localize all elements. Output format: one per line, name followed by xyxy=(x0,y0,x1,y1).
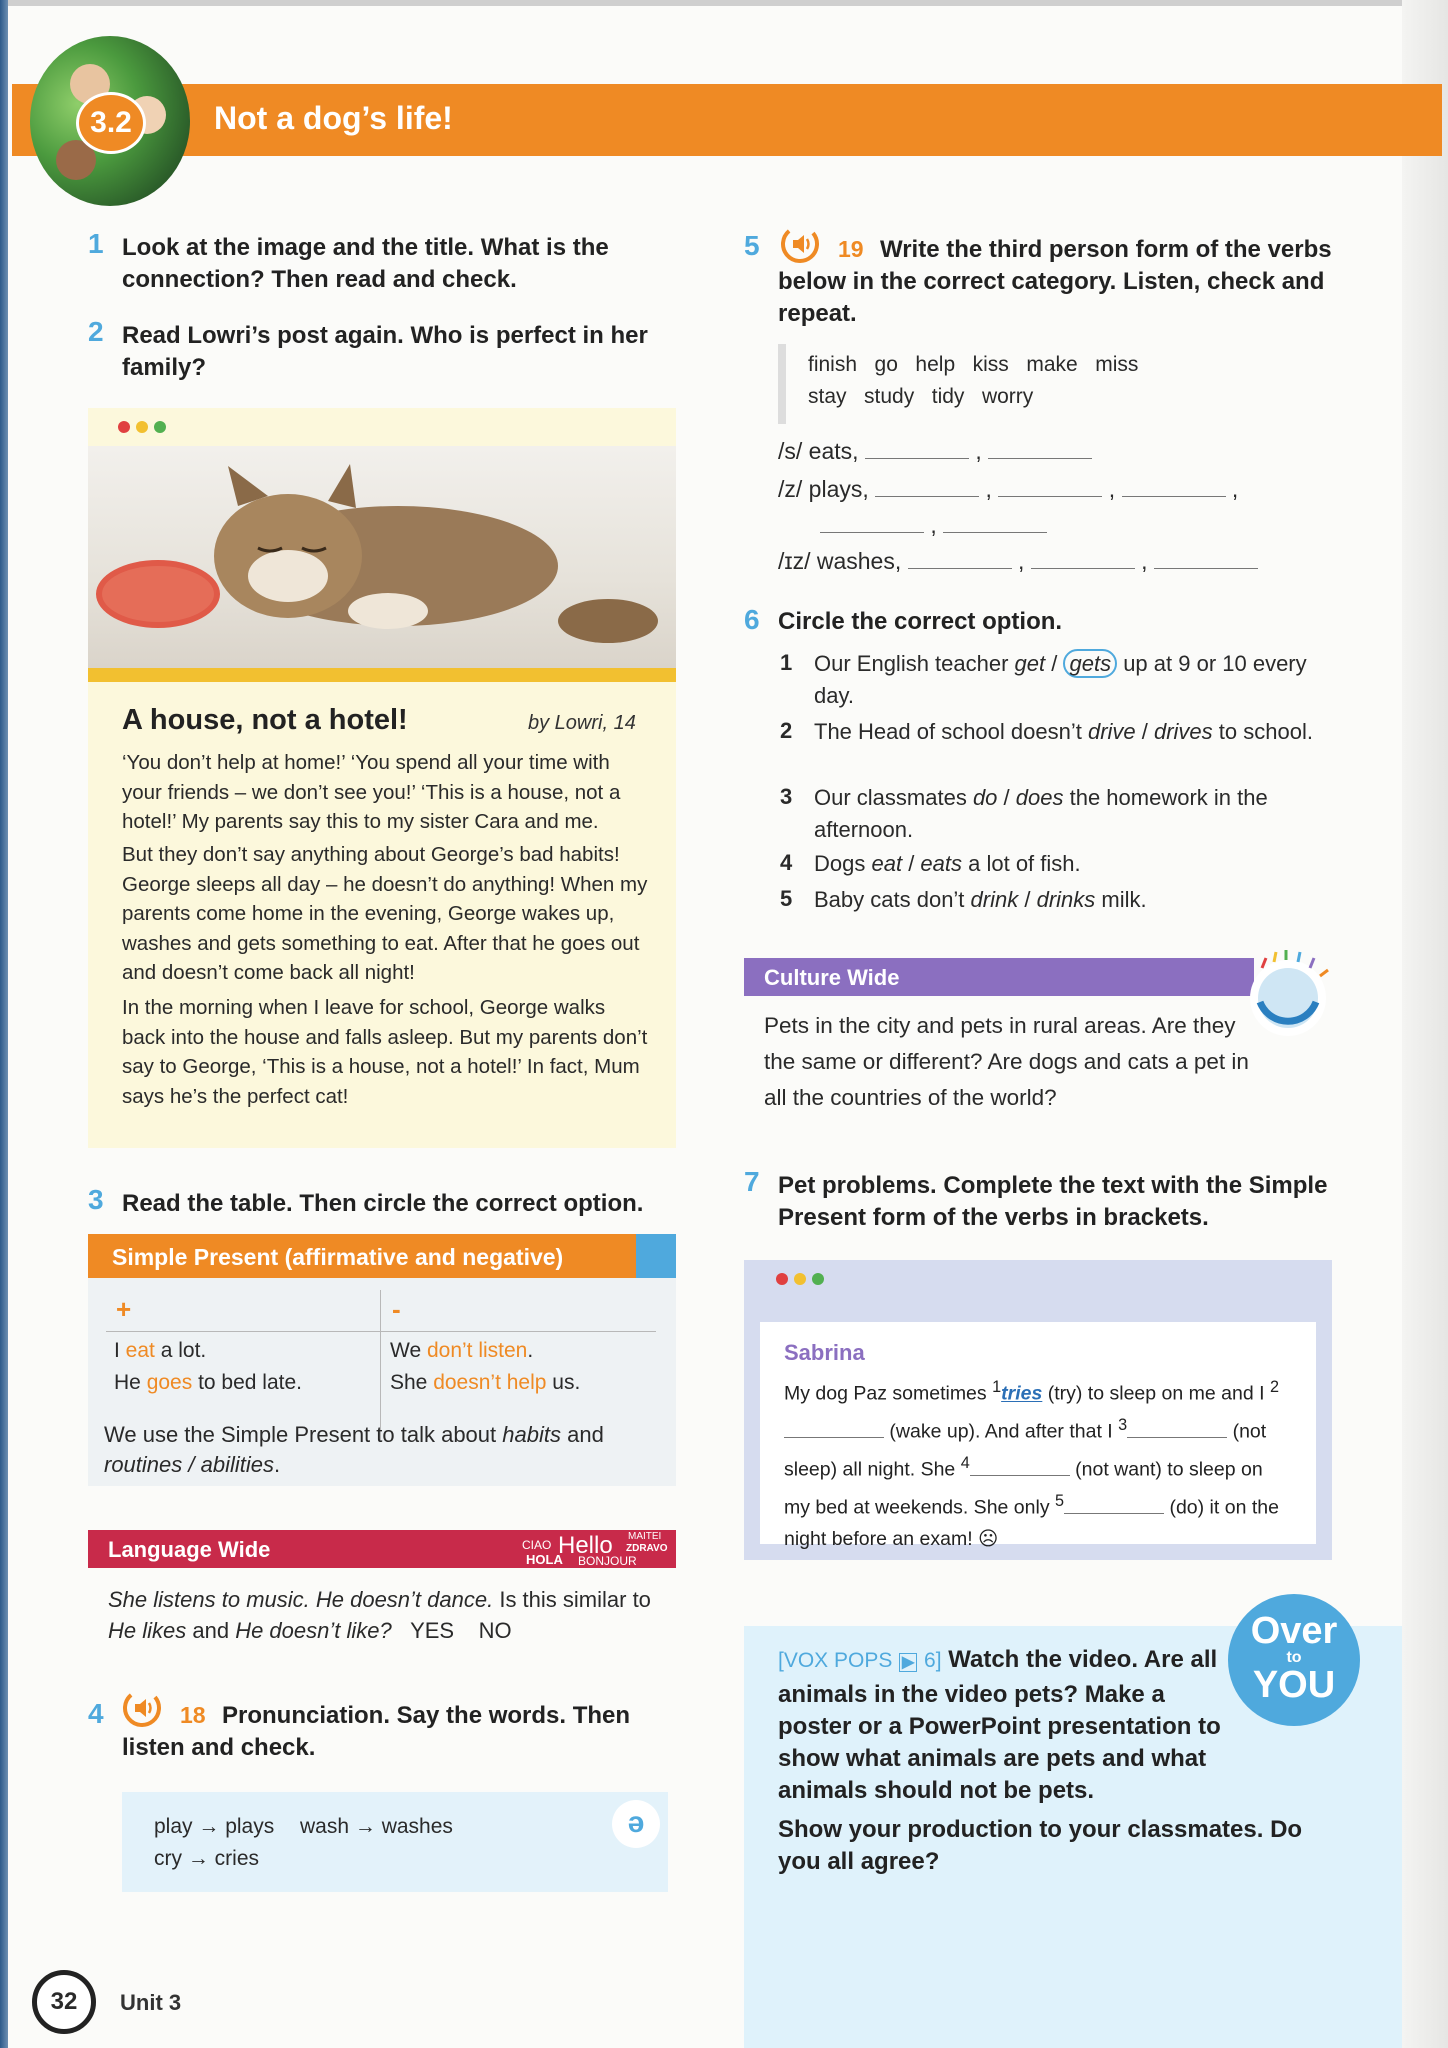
greetings-logo: CIAO Hello MAITEI ZDRAVO HOLA BONJOUR xyxy=(522,1531,668,1568)
word-pair-wash: wash → washes xyxy=(300,1815,453,1838)
ex4-number: 4 xyxy=(88,1698,104,1729)
post-paragraph-2: But they don’t say anything about George’s bad habits! George sleeps all day – he doesn’t do anything! When my parents come home in the evening, George wakes up, washes and gets something to eat. After that he goes out and doesn’t come back all night! xyxy=(122,843,648,984)
item-number: 1 xyxy=(780,650,793,675)
ex6-item-1[interactable]: Our English teacher get / gets up at 9 or 10 every day. xyxy=(814,651,1307,708)
window-dots xyxy=(118,420,172,438)
play-video-icon[interactable]: ▶ xyxy=(899,1653,917,1672)
table-rule xyxy=(106,1331,656,1332)
item-number: 5 xyxy=(780,886,793,911)
unit-number-badge xyxy=(76,92,146,154)
sabrina-text[interactable]: My dog Paz sometimes $^1$tries (try) to sleep on me and I $^2$ (wake up). And after that I $^3$ (not sleep) all night. She $^4$ (not want) to sleep on my bed at weekends. She only $^5$ (do) it on the night before an exam! ☹ xyxy=(784,1378,1279,1550)
page-title: Not a dog’s life! xyxy=(214,100,453,136)
option-get[interactable]: get xyxy=(1014,651,1046,676)
affirmative-example-1: I eat a lot. xyxy=(114,1339,207,1362)
plus-sign: + xyxy=(116,1294,132,1324)
ex7-number: 7 xyxy=(744,1166,760,1197)
pronunciation-box xyxy=(122,1792,668,1892)
no-option[interactable]: NO xyxy=(478,1618,512,1643)
ex3-instruction: Read the table. Then circle the correct option. xyxy=(122,1190,644,1217)
ex5-track-number: 19 xyxy=(838,236,864,262)
ex6-number: 6 xyxy=(744,604,760,635)
ex1-instruction: Look at the image and the title. What is the connection? Then read and check. xyxy=(122,234,609,293)
item-number: 4 xyxy=(780,850,793,875)
grammar-table-header-accent xyxy=(636,1234,676,1278)
ex4-track-number: 18 xyxy=(180,1702,206,1728)
schwa-icon: ə xyxy=(612,1800,660,1848)
window-dots xyxy=(776,1272,830,1290)
ex6-item-2[interactable]: The Head of school doesn’t drive / drives to school. xyxy=(814,719,1313,744)
ex5-instruction: Write the third person form of the verbs below in the correct category. Listen, check and repeat. xyxy=(778,236,1332,327)
over-to-you-task-2: Show your production to your classmates. Do you all agree? xyxy=(778,1816,1303,1875)
vox-pops-label: [VOX POPS xyxy=(778,1649,893,1672)
over-to-you-task: [VOX POPS ▶ 6] Watch the video. Are all animals in the video pets? Make a poster or a PowerPoint presentation to show what animals are pets and what animals should not be pets. xyxy=(778,1646,1221,1804)
page-top-edge xyxy=(0,0,1448,6)
negative-example-2: She doesn’t help us. xyxy=(390,1371,581,1394)
category-z-continued[interactable]: , xyxy=(820,510,1047,540)
post-paragraph-1: ‘You don’t help at home!’ ‘You spend all your time with your friends – we don’t see you!’ ‘This is a house, not a hotel!’ My parents say this to my sister Cara and me. xyxy=(122,751,621,833)
example-answer: tries xyxy=(1001,1382,1043,1405)
over-to-you-badge: Over to YOU xyxy=(1228,1594,1360,1726)
ex1-number: 1 xyxy=(88,228,104,259)
page-number-badge: 32 xyxy=(32,1970,96,2034)
item-number: 2 xyxy=(780,718,793,743)
unit-label: Unit 3 xyxy=(120,1990,182,2015)
culture-wide-question: Pets in the city and pets in rural areas. Are they the same or different? Are dogs and cats a pet in all the countries of the world? xyxy=(764,1013,1249,1110)
table-column-divider xyxy=(380,1290,381,1440)
language-wide-question: She listens to music. He doesn’t dance. Is this similar to He likes and He doesn’t like? YES NO xyxy=(108,1587,651,1643)
category-z[interactable]: /z/ plays, , , , xyxy=(778,476,1239,502)
sabrina-name: Sabrina xyxy=(784,1340,865,1365)
option-gets-circled[interactable]: gets xyxy=(1063,649,1117,678)
page-left-edge xyxy=(0,0,8,2048)
category-s[interactable]: /s/ eats, , xyxy=(778,436,1092,466)
language-wide-title: Language Wide xyxy=(108,1537,271,1562)
post-title: A house, not a hotel! xyxy=(122,704,408,736)
language-wide-box xyxy=(88,1530,676,1656)
negative-example-1: We don’t listen. xyxy=(390,1339,534,1362)
ex7-instruction: Pet problems. Complete the text with the Simple Present form of the verbs in brackets. xyxy=(778,1172,1328,1231)
ex6-item-5[interactable]: Baby cats don’t drink / drinks milk. xyxy=(814,887,1147,912)
page-right-edge xyxy=(1402,0,1448,2048)
sabrina-post xyxy=(744,1260,1332,1560)
minus-sign: - xyxy=(392,1294,401,1324)
ex4-instruction: Pronunciation. Say the words. Then listen and check. xyxy=(122,1702,631,1761)
word-pair-cry: cry → cries xyxy=(154,1847,259,1870)
ex3-number: 3 xyxy=(88,1184,104,1215)
grammar-table-title: Simple Present (affirmative and negative) xyxy=(112,1244,564,1270)
yes-option[interactable]: YES xyxy=(410,1618,455,1643)
sleeping-cat-illustration xyxy=(88,446,676,668)
globe-icon xyxy=(1240,946,1336,1042)
post-paragraph-3: In the morning when I leave for school, George walks back into the house and falls asleep. But my parents don’t say to George, ‘This is a house, not a hotel!’ In fact, Mum says he’s the perfect cat! xyxy=(122,996,648,1108)
post-author: by Lowri, 14 xyxy=(528,712,636,734)
culture-wide-title: Culture Wide xyxy=(764,965,900,990)
ex6-item-3[interactable]: Our classmates do / does the homework in the afternoon. xyxy=(814,785,1268,842)
affirmative-example-2: He goes to bed late. xyxy=(114,1371,302,1394)
word-pair-play: play → plays xyxy=(154,1815,275,1838)
ex6-item-4[interactable]: Dogs eat / eats a lot of fish. xyxy=(814,851,1081,876)
ex2-instruction: Read Lowri’s post again. Who is perfect in her family? xyxy=(122,322,648,381)
category-iz[interactable]: /ɪz/ washes, , , xyxy=(778,546,1258,576)
grammar-note[interactable]: We use the Simple Present to talk about habits and routines / abilities. xyxy=(104,1422,604,1477)
item-number: 3 xyxy=(780,784,793,809)
ex5-number: 5 xyxy=(744,230,760,261)
verb-list-2: stay study tidy worry xyxy=(808,385,1034,408)
ex2-number: 2 xyxy=(88,316,104,347)
blog-post xyxy=(88,408,676,1148)
grammar-table xyxy=(88,1234,676,1486)
ex6-instruction: Circle the correct option. xyxy=(778,608,1063,635)
cat-photo xyxy=(88,446,676,668)
verb-box-bar xyxy=(778,344,786,424)
post-divider xyxy=(88,668,676,682)
unit-number: 3.2 xyxy=(90,106,132,139)
verb-list-1: finish go help kiss make miss xyxy=(808,353,1139,376)
